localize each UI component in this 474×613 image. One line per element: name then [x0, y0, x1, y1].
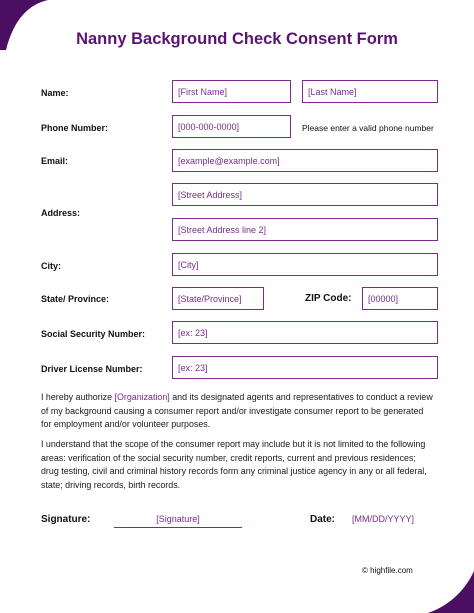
zip-label: ZIP Code: [305, 293, 352, 304]
date-field[interactable]: [MM/DD/YYYY] [352, 514, 415, 524]
name-label: Name: [41, 88, 69, 98]
ssn-label: Social Security Number: [41, 329, 146, 339]
street-address-line2-field[interactable]: [Street Address line 2] [172, 218, 438, 241]
state-field[interactable]: [State/Province] [172, 287, 264, 310]
street-address-field[interactable]: [Street Address] [172, 183, 438, 206]
corner-decoration-bottom-right [428, 571, 474, 613]
address-label: Address: [41, 208, 81, 218]
signature-field[interactable]: [Signature] [156, 514, 200, 524]
phone-label: Phone Number: [41, 123, 109, 133]
email-label: Email: [41, 156, 69, 166]
state-label: State/ Province: [41, 294, 110, 304]
consent-paragraph-scope: I understand that the scope of the consumer report may include but it is not limited to the following areas: verification of the social security number, credit reports, current and previous residences; drug testing, civil and criminal history records form any criminal justice agency in any or all federal, state; driving records, birth records. [41, 439, 427, 490]
consent-text-after: and its designated agents and representatives to conduct a review of my background causing a consumer report and/or investigate consumer report to be generated for employment and/or volunteer purposes. [41, 392, 433, 429]
footer-copyright: © highfile.com [362, 566, 413, 575]
zip-field[interactable]: [00000] [362, 287, 438, 310]
last-name-field[interactable]: [Last Name] [302, 80, 438, 103]
phone-hint: Please enter a valid phone number [302, 123, 434, 133]
form-title: Nanny Background Check Consent Form [76, 30, 398, 48]
phone-field[interactable]: [000-000-0000] [172, 115, 291, 138]
city-label: City: [41, 261, 61, 271]
signature-line [114, 527, 242, 528]
city-field[interactable]: [City] [172, 253, 438, 276]
consent-text-before: I hereby authorize [41, 392, 115, 402]
driver-license-field[interactable]: [ex: 23] [172, 356, 438, 379]
ssn-field[interactable]: [ex: 23] [172, 321, 438, 344]
organization-field[interactable]: [Organization] [114, 392, 170, 402]
driver-license-label: Driver License Number: [41, 364, 143, 374]
first-name-field[interactable]: [First Name] [172, 80, 291, 103]
consent-paragraph-authorization [41, 391, 433, 432]
date-label: Date: [310, 514, 336, 525]
signature-label: Signature: [41, 514, 91, 525]
email-field[interactable]: [example@example.com] [172, 149, 438, 172]
